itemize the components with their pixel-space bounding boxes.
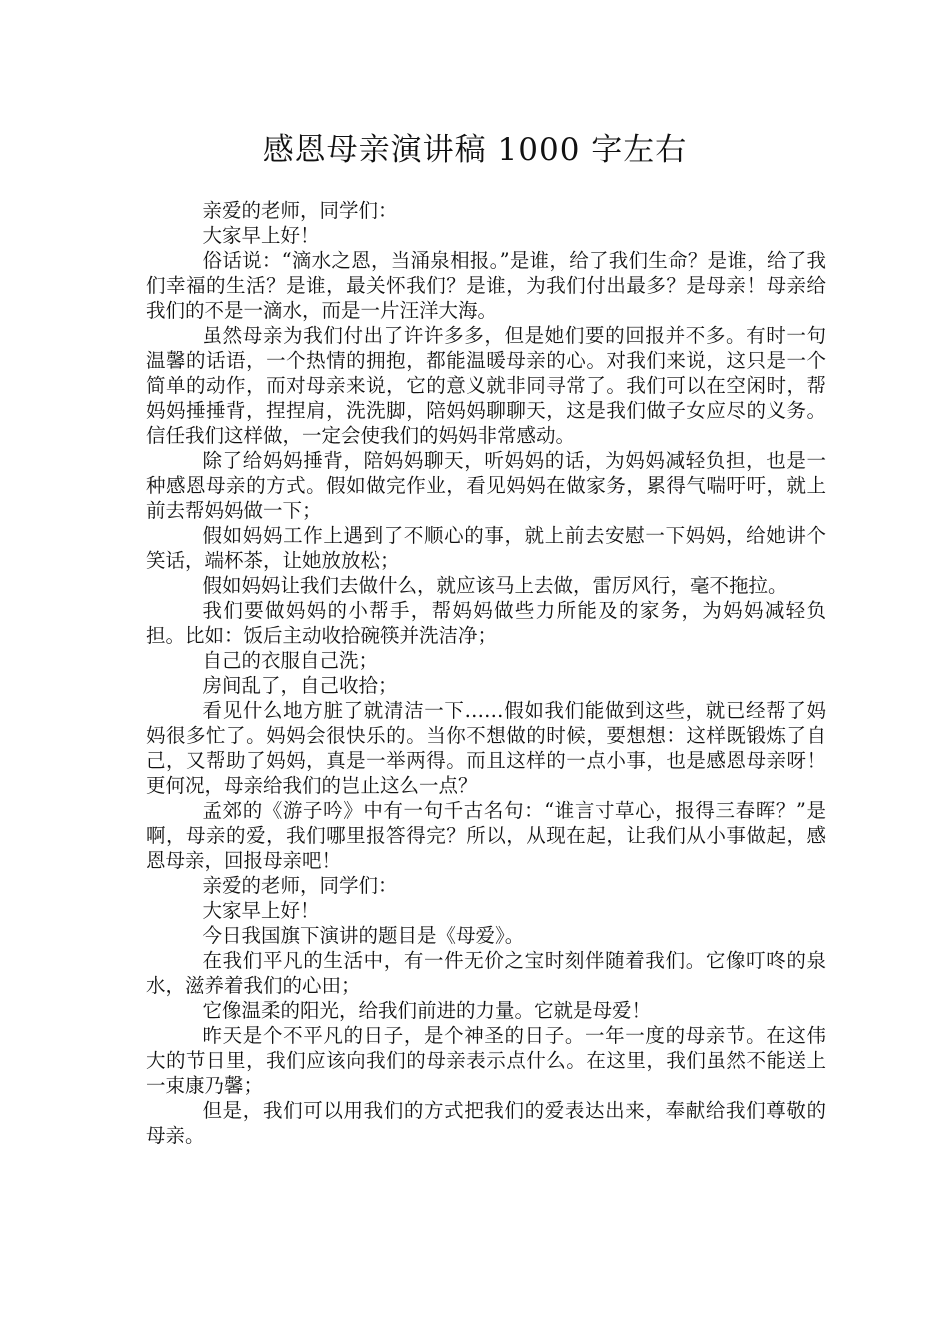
paragraph: 亲爱的老师，同学们： [202, 874, 398, 897]
paragraph: 自己的衣服自己洗； [202, 649, 379, 672]
document-title: 感恩母亲演讲稿 1000 字左右 [262, 132, 688, 168]
paragraph: 假如妈妈让我们去做什么，就应该马上去做，雷厉风行，毫不拖拉。 [202, 574, 788, 597]
paragraph: 亲爱的老师，同学们： [202, 199, 398, 222]
paragraph: 我们要做妈妈的小帮手，帮妈妈做些力所能及的家务，为妈妈减轻负担。比如：饭后主动收拾碗筷并洗洁净； [146, 599, 826, 647]
paragraph: 虽然母亲为我们付出了许许多多，但是她们要的回报并不多。有时一句温馨的话语，一个热情的拥抱，都能温暖母亲的心。对我们来说，这只是一个简单的动作，而对母亲来说，它的意义就非同寻常了。我们可以在空闲时，帮妈妈捶捶背，捏捏肩，洗洗脚，陪妈妈聊聊天，这是我们做子女应尽的义务。信任我们这样做，一定会使我们的妈妈非常感动。 [146, 324, 826, 447]
paragraph: 房间乱了，自己收拾； [202, 674, 398, 697]
paragraph: 在我们平凡的生活中，有一件无价之宝时刻伴随着我们。它像叮咚的泉水，滋养着我们的心田； [146, 949, 826, 997]
paragraph: 但是，我们可以用我们的方式把我们的爱表达出来，奉献给我们尊敬的母亲。 [146, 1099, 826, 1147]
paragraph: 大家早上好！ [202, 224, 320, 247]
paragraph: 看见什么地方脏了就清洁一下……假如我们能做到这些，就已经帮了妈妈很多忙了。妈妈会很快乐的。当你不想做的时候，要想想：这样既锻炼了自己，又帮助了妈妈，真是一举两得。而且这样的一点小事，也是感恩母亲呀！更何况，母亲给我们的岂止这么一点？ [146, 699, 826, 797]
paragraph: 俗话说：“滴水之恩，当涌泉相报。”是谁，给了我们生命？是谁，给了我们幸福的生活？是谁，最关怀我们？是谁，为我们付出最多？是母亲！母亲给我们的不是一滴水，而是一片汪洋大海。 [146, 249, 826, 322]
paragraph: 除了给妈妈捶背，陪妈妈聊天，听妈妈的话，为妈妈减轻负担，也是一种感恩母亲的方式。假如做完作业，看见妈妈在做家务，累得气喘吁吁，就上前去帮妈妈做一下； [146, 449, 826, 522]
document-body [146, 198, 826, 1148]
paragraph: 假如妈妈工作上遇到了不顺心的事，就上前去安慰一下妈妈，给她讲个笑话，端杯茶，让她放放松； [146, 524, 826, 572]
paragraph: 今日我国旗下演讲的题目是《母爱》。 [202, 924, 525, 947]
paragraph: 昨天是个不平凡的日子，是个神圣的日子。一年一度的母亲节。在这伟大的节日里，我们应该向我们的母亲表示点什么。在这里，我们虽然不能送上一束康乃馨； [146, 1024, 826, 1097]
paragraph: 大家早上好！ [202, 899, 320, 922]
paragraph: 它像温柔的阳光，给我们前进的力量。它就是母爱！ [202, 999, 652, 1022]
paragraph: 孟郊的《游子吟》中有一句千古名句：“谁言寸草心，报得三春晖？”是啊，母亲的爱，我们哪里报答得完？所以，从现在起，让我们从小事做起，感恩母亲，回报母亲吧！ [146, 799, 826, 872]
